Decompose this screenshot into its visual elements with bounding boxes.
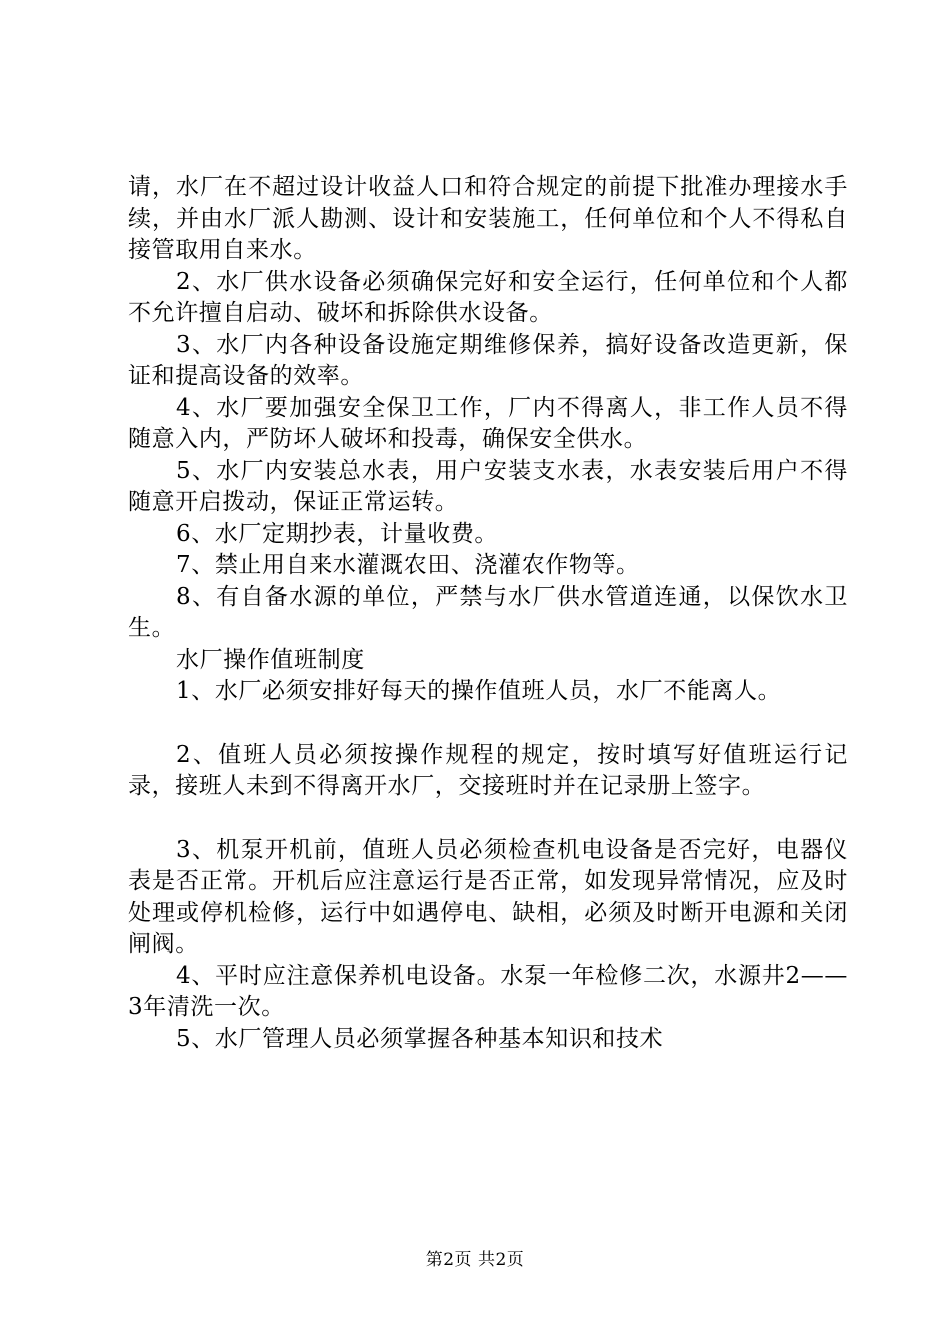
- paragraph-rule-4: 4、水厂要加强安全保卫工作，厂内不得离人，非工作人员不得随意入内，严防坏人破坏和投毒，确保安全供水。: [128, 394, 848, 452]
- page-footer: [0, 1245, 950, 1270]
- paragraph-continuation: 请，水厂在不超过设计收益人口和符合规定的前提下批准办理接水手续，并由水厂派人勘测、设计和安装施工，任何单位和个人不得私自接管取用自来水。: [128, 174, 848, 263]
- paragraph-duty-5: 5、水厂管理人员必须掌握各种基本知识和技术: [176, 1025, 664, 1052]
- paragraph-rule-3: 3、水厂内各种设备设施定期维修保养，搞好设备改造更新，保证和提高设备的效率。: [128, 331, 848, 389]
- paragraph-rule-2: 2、水厂供水设备必须确保完好和安全运行，任何单位和个人都不允许擅自启动、破坏和拆除供水设备。: [128, 268, 848, 326]
- document-body: [128, 172, 848, 1055]
- paragraph-rule-7: 7、禁止用自来水灌溉农田、浇灌农作物等。: [176, 552, 640, 578]
- paragraph-gap: [128, 708, 848, 740]
- section-heading: 水厂操作值班制度: [176, 646, 365, 673]
- paragraph-duty-4: 4、平时应注意保养机电设备。水泵一年检修二次，水源井2——3年清洗一次。: [128, 962, 848, 1020]
- paragraph-rule-5: 5、水厂内安装总水表，用户安装支水表，水表安装后用户不得随意开启拨动，保证正常运转。: [128, 457, 848, 515]
- paragraph-duty-2: 2、值班人员必须按操作规程的规定，按时填写好值班运行记录，接班人未到不得离开水厂，交接班时并在记录册上签字。: [128, 741, 848, 799]
- paragraph-gap: [128, 803, 848, 835]
- paragraph-duty-1: 1、水厂必须安排好每天的操作值班人员，水厂不能离人。: [176, 678, 782, 704]
- paragraph-rule-6: 6、水厂定期抄表，计量收费。: [176, 520, 499, 547]
- paragraph-duty-3: 3、机泵开机前，值班人员必须检查机电设备是否完好，电器仪表是否正常。开机后应注意运行是否正常，如发现异常情况，应及时处理或停机检修，运行中如遇停电、缺相，必须及时断开电源和关闭闸阀。: [128, 836, 848, 957]
- page-number-label: 第2页 共2页: [425, 1250, 525, 1270]
- paragraph-rule-8: 8、有自备水源的单位，严禁与水厂供水管道连通，以保饮水卫生。: [128, 583, 848, 641]
